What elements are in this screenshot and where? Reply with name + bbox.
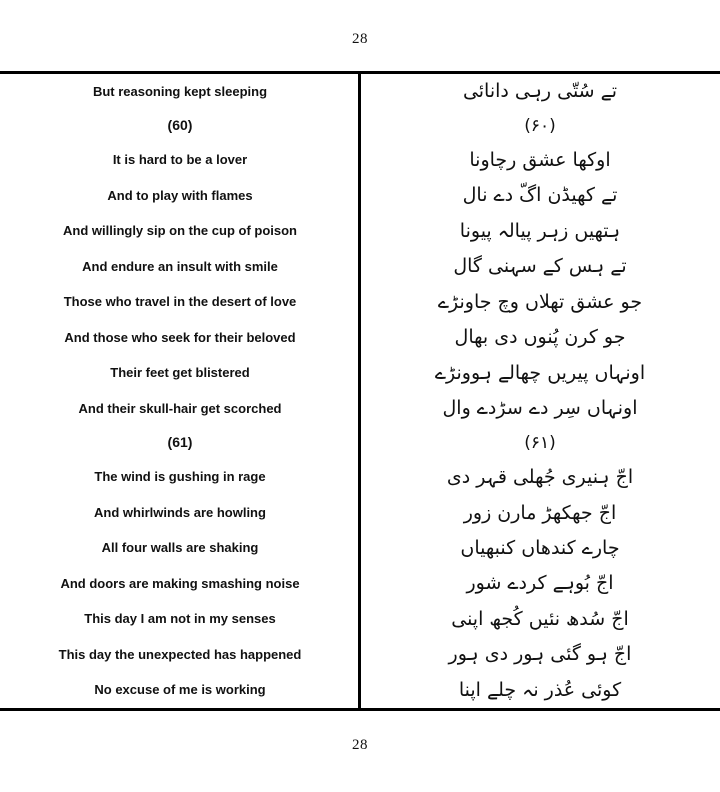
urdu-verse-line: اونہاں پیریں چھالے ہوونڑے — [434, 361, 646, 384]
urdu-verse-line: چارے کندھاں کنبھیاں — [460, 536, 620, 559]
page-number-bottom: 28 — [352, 737, 368, 753]
english-verse-line: And those who seek for their beloved — [64, 329, 296, 345]
english-verse-line: (61) — [167, 434, 193, 451]
urdu-verse-line: جو عشق تھلاں وچ جاونڑے — [437, 290, 643, 313]
english-verse-line: And their skull-hair get scorched — [78, 400, 282, 416]
urdu-verse-line: اجّ ہو گئی ہور دی ہور — [448, 643, 632, 666]
english-verse-line: And to play with flames — [107, 187, 253, 203]
english-verse-line: But reasoning kept sleeping — [92, 83, 268, 99]
urdu-verse-line: تے ہس کے سہنی گال — [453, 255, 627, 278]
english-verse-line: No excuse of me is working — [94, 682, 266, 698]
urdu-verse-line: اجّ سُدھ نئیں کُجھ اپنی — [451, 607, 629, 630]
urdu-verse-line: (۶۰) — [524, 115, 556, 136]
english-verse-line: And willingly sip on the cup of poison — [63, 223, 297, 239]
english-verse-line: And whirlwinds are howling — [94, 504, 266, 520]
english-verse-line: This day the unexpected has happened — [58, 646, 302, 662]
urdu-verse-line: کوئی عُذر نہ چلے اپنا — [458, 678, 622, 701]
english-verse-line: The wind is gushing in rage — [94, 469, 266, 485]
column-divider-line — [358, 74, 361, 708]
english-verse-line: And doors are making smashing noise — [60, 575, 300, 591]
urdu-verse-line: اجّ ہنیری جُھلی قہر دی — [446, 466, 634, 489]
urdu-verse-line: اجّ بُوہے کردے شور — [466, 572, 614, 595]
english-verse-line: Those who travel in the desert of love — [63, 294, 297, 310]
urdu-verse-line: اونہاں سِر دے سڑدے وال — [442, 397, 638, 420]
english-verse-line: All four walls are shaking — [101, 540, 259, 556]
urdu-verse-line: تے کھیڈن اگّ دے نال — [462, 184, 618, 207]
urdu-verse-line: اوکھا عشق رچاونا — [469, 149, 611, 172]
page-number-top: 28 — [352, 31, 368, 47]
english-verse-line: Their feet get blistered — [110, 365, 250, 381]
english-verse-line: And endure an insult with smile — [82, 258, 278, 274]
english-verse-line: It is hard to be a lover — [112, 152, 248, 168]
urdu-verse-line: ہتھیں زہر پیالہ پیونا — [459, 219, 621, 242]
bilingual-verse-table — [0, 71, 720, 711]
urdu-verse-line: جو کرن پُنوں دی بھال — [454, 326, 626, 349]
urdu-verse-line: (۶۱) — [524, 432, 556, 453]
urdu-verse-line: اجّ جھکھڑ مارن زور — [463, 501, 617, 524]
english-verse-line: (60) — [167, 117, 193, 134]
urdu-verse-line: تے سُتّی رہی دانائی — [462, 80, 618, 103]
english-verse-line: This day I am not in my senses — [84, 611, 276, 627]
